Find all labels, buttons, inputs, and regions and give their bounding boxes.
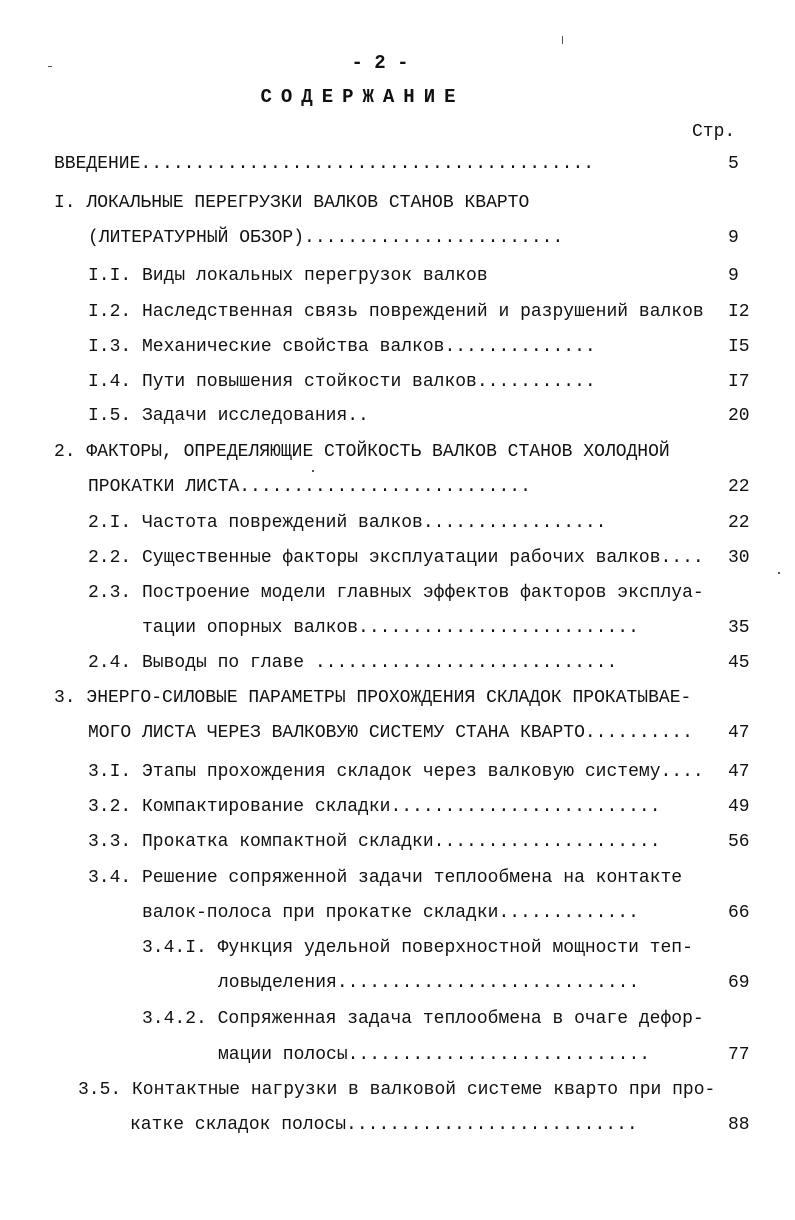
toc-page: I2: [728, 302, 750, 322]
toc-page: 20: [728, 406, 750, 426]
toc-entry: (ЛИТЕРАТУРНЫЙ ОБЗОР)........................: [88, 228, 564, 248]
page-column-header: Стр.: [692, 122, 736, 142]
toc-page: 30: [728, 548, 750, 568]
toc-page: 69: [728, 973, 750, 993]
toc-entry: МОГО ЛИСТА ЧЕРЕЗ ВАЛКОВУЮ СИСТЕМУ СТАНА КВАРТО..........: [88, 723, 693, 743]
scan-speck: [562, 36, 563, 44]
toc-page: I5: [728, 337, 750, 357]
toc-entry: I.2. Наследственная связь повреждений и разрушений валков: [88, 302, 704, 322]
toc-page: 5: [728, 154, 739, 174]
toc-page: 66: [728, 903, 750, 923]
page-title: СОДЕРЖАНИЕ: [260, 86, 465, 108]
toc-entry: 3.I. Этапы прохождения складок через валковую систему....: [88, 762, 704, 782]
toc-entry: тации опорных валков..........................: [142, 618, 639, 638]
toc-entry: 3.4.2. Сопряженная задача теплообмена в очаге дефор-: [142, 1009, 704, 1029]
toc-entry: 2.3. Построение модели главных эффектов факторов эксплуа-: [88, 583, 704, 603]
toc-page: 9: [728, 228, 739, 248]
toc-entry: валок-полоса при прокатке складки.............: [142, 903, 639, 923]
toc-page: 22: [728, 477, 750, 497]
toc-entry: 3.4. Решение сопряженной задачи теплообмена на контакте: [88, 868, 683, 888]
toc-entry: 3. ЭНЕРГО-СИЛОВЫЕ ПАРАМЕТРЫ ПРОХОЖДЕНИЯ СКЛАДОК ПРОКАТЫВАЕ-: [54, 688, 692, 708]
toc-page: 47: [728, 723, 750, 743]
toc-page: 56: [728, 832, 750, 852]
toc-entry: I.5. Задачи исследования..: [88, 406, 369, 426]
toc-entry: 2. ФАКТОРЫ, ОПРЕДЕЛЯЮЩИЕ СТОЙКОСТЬ ВАЛКОВ СТАНОВ ХОЛОДНОЙ: [54, 442, 670, 462]
toc-page: 45: [728, 653, 750, 673]
toc-entry: мации полосы............................: [218, 1045, 651, 1065]
toc-entry: ловыделения............................: [218, 973, 640, 993]
toc-entry: 3.2. Компактирование складки.........................: [88, 797, 661, 817]
toc-entry: 3.4.I. Функция удельной поверхностной мощности теп-: [142, 938, 693, 958]
toc-page: 9: [728, 266, 739, 286]
toc-entry: 2.2. Существенные факторы эксплуатации рабочих валков....: [88, 548, 704, 568]
toc-page: 35: [728, 618, 750, 638]
page-number: - 2 -: [351, 52, 409, 74]
toc-entry: 2.4. Выводы по главе ............................: [88, 653, 618, 673]
toc-page: I7: [728, 372, 750, 392]
toc-entry: 3.3. Прокатка компактной складки.....................: [88, 832, 661, 852]
toc-page: 49: [728, 797, 750, 817]
toc-entry: I.I. Виды локальных перегрузок валков: [88, 266, 488, 286]
toc-page: 88: [728, 1115, 750, 1135]
toc-page: 77: [728, 1045, 750, 1065]
toc-entry: ПРОКАТКИ ЛИСТА...........................: [88, 477, 531, 497]
toc-entry: 2.I. Частота повреждений валков.................: [88, 513, 607, 533]
toc-entry: катке складок полосы...........................: [130, 1115, 638, 1135]
scan-speck: [312, 470, 314, 472]
scan-speck: [48, 66, 52, 67]
toc-entry: I.3. Механические свойства валков..............: [88, 337, 596, 357]
toc-entry: 3.5. Контактные нагрузки в валковой системе кварто при про-: [78, 1080, 716, 1100]
toc-entry: I.4. Пути повышения стойкости валков...........: [88, 372, 596, 392]
toc-entry: ВВЕДЕНИЕ..........................................: [54, 154, 595, 174]
toc-page: 47: [728, 762, 750, 782]
toc-entry: I. ЛОКАЛЬНЫЕ ПЕРЕГРУЗКИ ВАЛКОВ СТАНОВ КВАРТО: [54, 193, 530, 213]
toc-page: 22: [728, 513, 750, 533]
scan-speck: [778, 572, 780, 574]
